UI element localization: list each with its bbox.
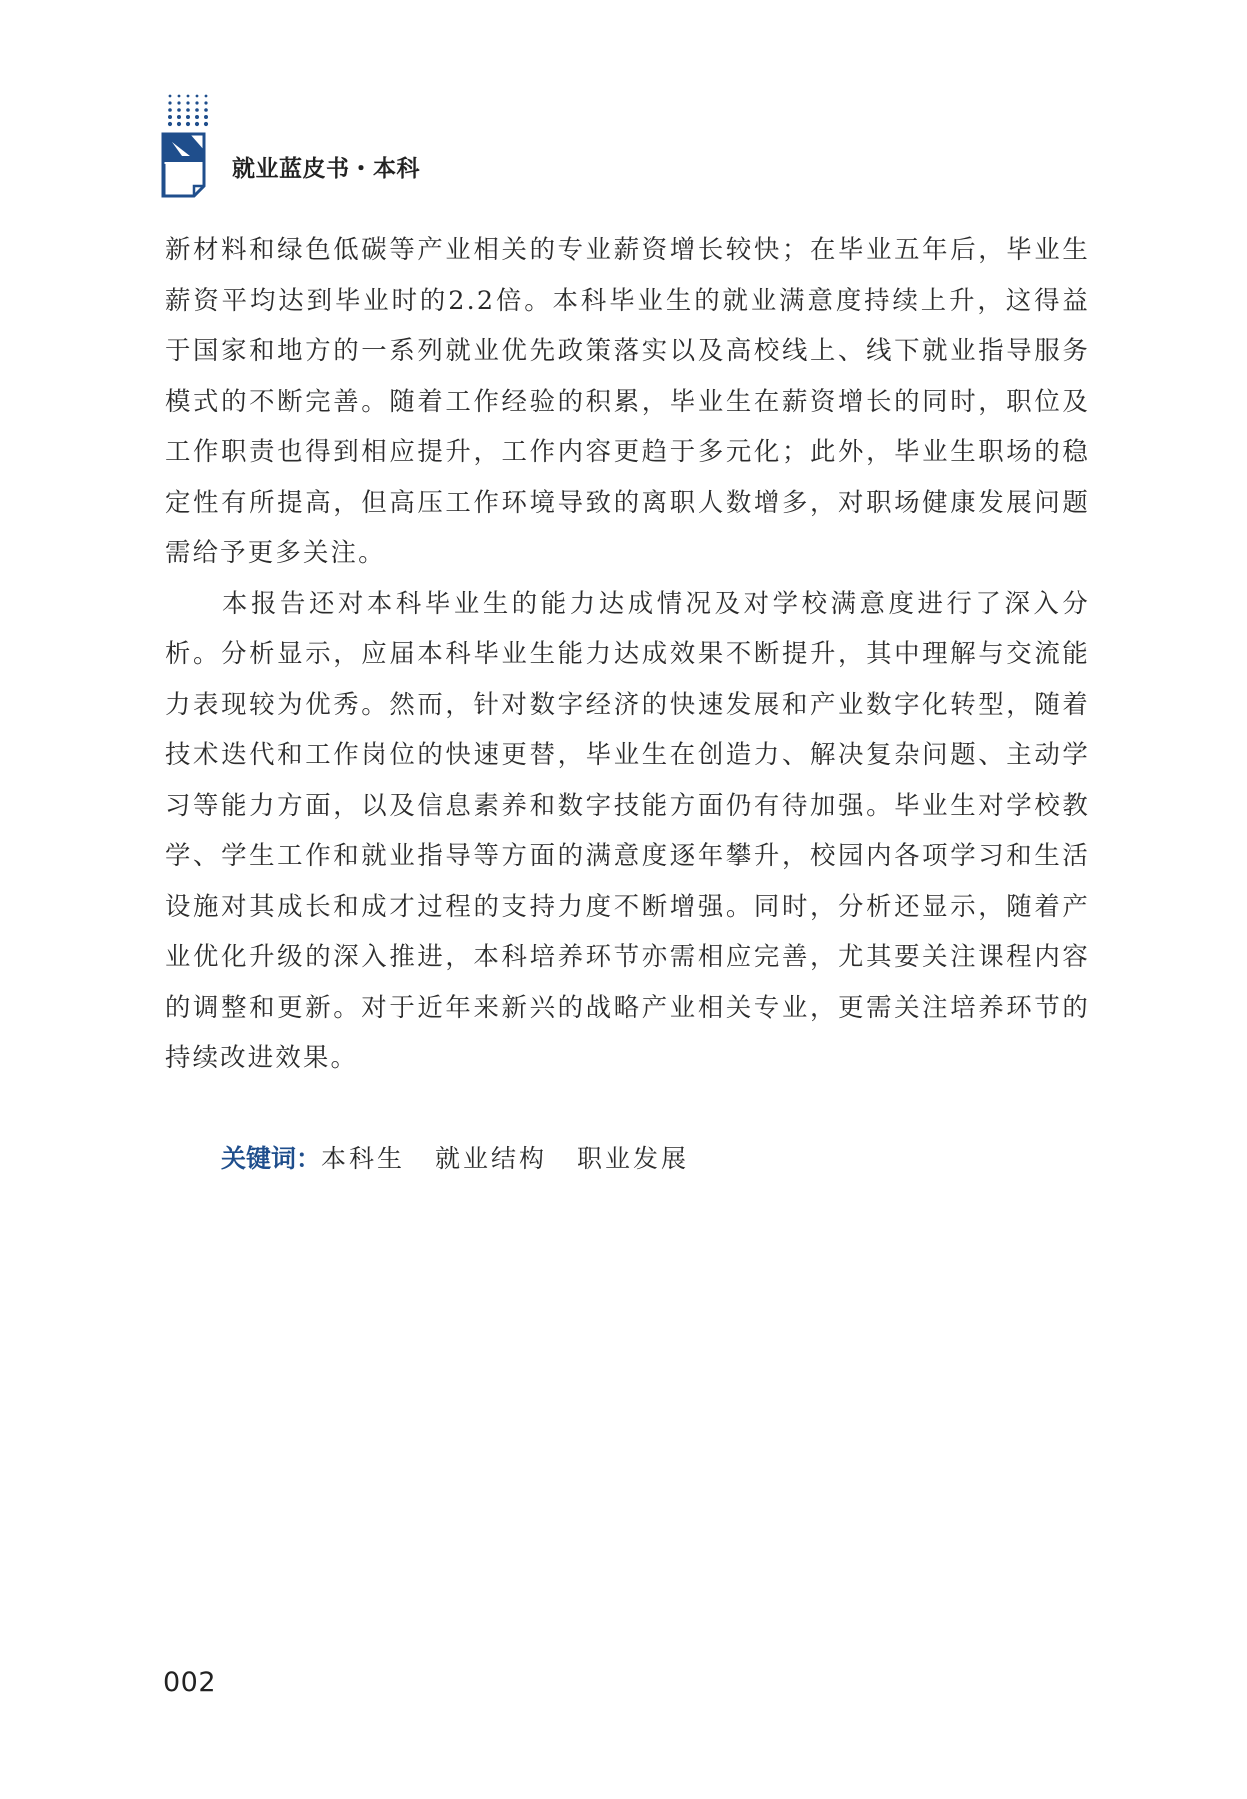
- keywords-label: 关键词：: [221, 1144, 322, 1173]
- keyword-item: 就业结构: [435, 1144, 548, 1173]
- body-paragraph: 本报告还对本科毕业生的能力达成情况及对学校满意度进行了深入分析。分析显示，应届本科毕业生能力达成效果不断提升，其中理解与交流能力表现较为优秀。然而，针对数字经济的快速发展和产业数字化转型，随着技术迭代和工作岗位的快速更替，毕业生在创造力、解决复杂问题、主动学习等能力方面，以及信息素养和数字技能方面仍有待加强。毕业生对学校教学、学生工作和就业指导等方面的满意度逐年攀升，校园内各项学习和生活设施对其成长和成才过程的支持力度不断增强。同时，分析还显示，随着产业优化升级的深入推进，本科培养环节亦需相应完善，尤其要关注课程内容的调整和更新。对于近年来新兴的战略产业相关专业，更需关注培养环节的持续改进效果。: [165, 587, 1090, 1072]
- keyword-item: 本科生: [321, 1144, 406, 1173]
- body-paragraph: 新材料和绿色低碳等产业相关的专业薪资增长较快；在毕业五年后，毕业生薪资平均达到毕业时的2.2倍。本科毕业生的就业满意度持续上升，这得益于国家和地方的一系列就业优先政策落实以及高校线上、线下就业指导服务模式的不断完善。随着工作经验的积累，毕业生在薪资增长的同时，职位及工作职责也得到相应提升，工作内容更趋于多元化；此外，毕业生职场的稳定性有所提高，但高压工作环境导致的离职人数增多，对职场健康发展问题需给予更多关注。: [165, 234, 1090, 567]
- page-number: 002: [163, 1667, 217, 1698]
- main-body-text: [165, 224, 1090, 1083]
- keyword-item: 职业发展: [577, 1144, 690, 1173]
- running-header: [160, 92, 620, 202]
- blue-book-emblem-icon: [160, 92, 216, 200]
- keywords-line: [221, 1134, 719, 1184]
- series-title: 就业蓝皮书・本科: [232, 156, 420, 182]
